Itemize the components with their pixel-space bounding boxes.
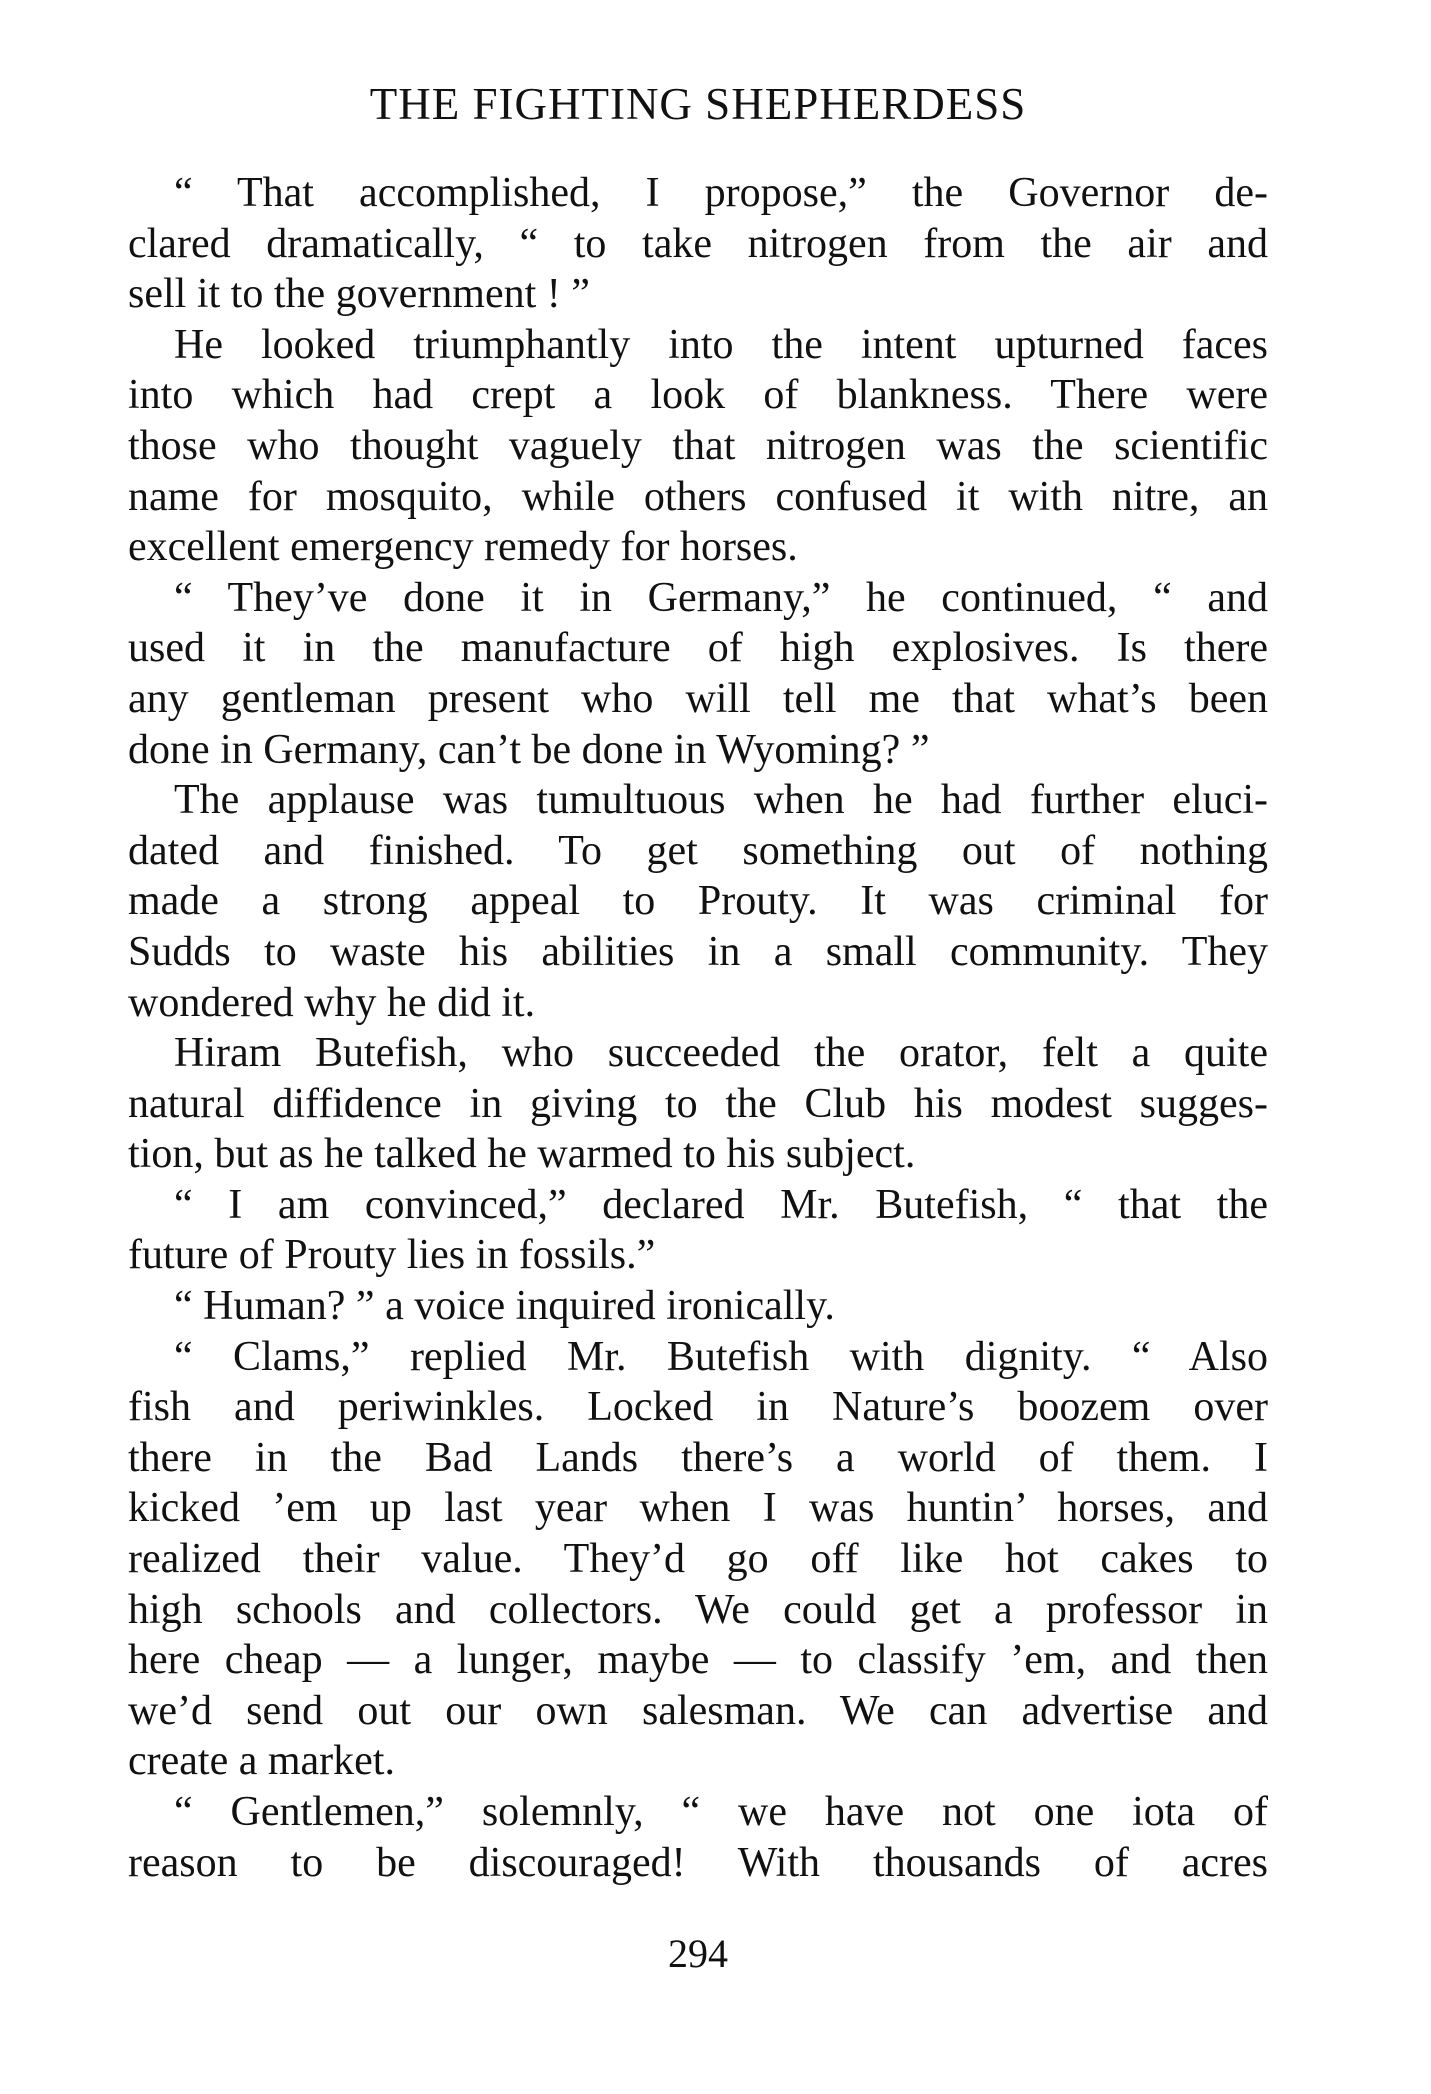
text-line: “ That accomplished, I propose,” the Governor de- — [174, 170, 1268, 216]
paragraph — [128, 1180, 1268, 1281]
text-line: we’d send out our own salesman. We can advertise and — [128, 1687, 1268, 1734]
text-line: “ Clams,” replied Mr. Butefish with dignity. “ Also — [174, 1333, 1268, 1380]
paragraph — [128, 168, 1268, 320]
text-line: Sudds to waste his abilities in a small community. They — [128, 928, 1268, 975]
text-line: sell it to the government ! ” — [128, 271, 590, 318]
paragraph — [128, 1332, 1268, 1787]
text-line: future of Prouty lies in fossils.” — [128, 1232, 656, 1279]
text-line: any gentleman present who will tell me that what’s been — [128, 675, 1268, 722]
paragraph — [128, 1281, 1268, 1332]
text-line: here cheap — a lunger, maybe — to classify ’em, and then — [128, 1637, 1268, 1684]
text-line: “ They’ve done it in Germany,” he continued, “ and — [174, 574, 1268, 621]
text-line: made a strong appeal to Prouty. It was criminal for — [128, 878, 1268, 925]
body-text — [128, 168, 1268, 1888]
text-line: wondered why he did it. — [128, 979, 536, 1026]
paragraph — [128, 320, 1268, 573]
text-line: “ Human? ” a voice inquired ironically. — [174, 1283, 835, 1330]
text-line: realized their value. They’d go off like hot cakes to — [128, 1536, 1268, 1583]
text-line: “ I am convinced,” declared Mr. Butefish, “ that the — [174, 1181, 1268, 1228]
text-line: tion, but as he talked he warmed to his subject. — [128, 1131, 916, 1178]
text-line: reason to be discouraged! With thousands of acres — [128, 1839, 1268, 1886]
text-line: “ Gentlemen,” solemnly, “ we have not one iota of — [174, 1789, 1268, 1835]
page-number: 294 — [668, 1931, 728, 1976]
text-line: dated and finished. To get something out of nothing — [128, 827, 1268, 874]
paragraph — [128, 1028, 1268, 1180]
text-line: into which had crept a look of blankness. There were — [128, 372, 1268, 419]
paragraph — [128, 573, 1268, 775]
text-line: natural diffidence in giving to the Club his modest sugges- — [128, 1080, 1268, 1127]
text-line: used it in the manufacture of high explosives. Is there — [128, 625, 1268, 672]
text-line: those who thought vaguely that nitrogen was the scientific — [128, 422, 1268, 469]
text-line: high schools and collectors. We could get a professor in — [128, 1586, 1268, 1633]
text-line: there in the Bad Lands there’s a world of them. I — [128, 1434, 1268, 1481]
text-line: He looked triumphantly into the intent upturned faces — [174, 321, 1268, 368]
paragraph — [128, 775, 1268, 1028]
text-line: done in Germany, can’t be done in Wyoming? ” — [128, 726, 930, 773]
running-head: THE FIGHTING SHEPHERDESS — [369, 79, 1027, 129]
text-line: clared dramatically, “ to take nitrogen from the air and — [128, 220, 1268, 267]
text-line: Hiram Butefish, who succeeded the orator, felt a quite — [174, 1030, 1268, 1077]
text-line: excellent emergency remedy for horses. — [128, 524, 798, 571]
text-line: The applause was tumultuous when he had further eluci- — [174, 777, 1268, 824]
text-line: fish and periwinkles. Locked in Nature’s boozem over — [128, 1384, 1268, 1431]
text-line: name for mosquito, while others confused it with nitre, an — [128, 473, 1268, 520]
text-line: kicked ’em up last year when I was huntin’ horses, and — [128, 1485, 1268, 1532]
paragraph — [128, 1787, 1268, 1888]
text-line: create a market. — [128, 1738, 395, 1785]
